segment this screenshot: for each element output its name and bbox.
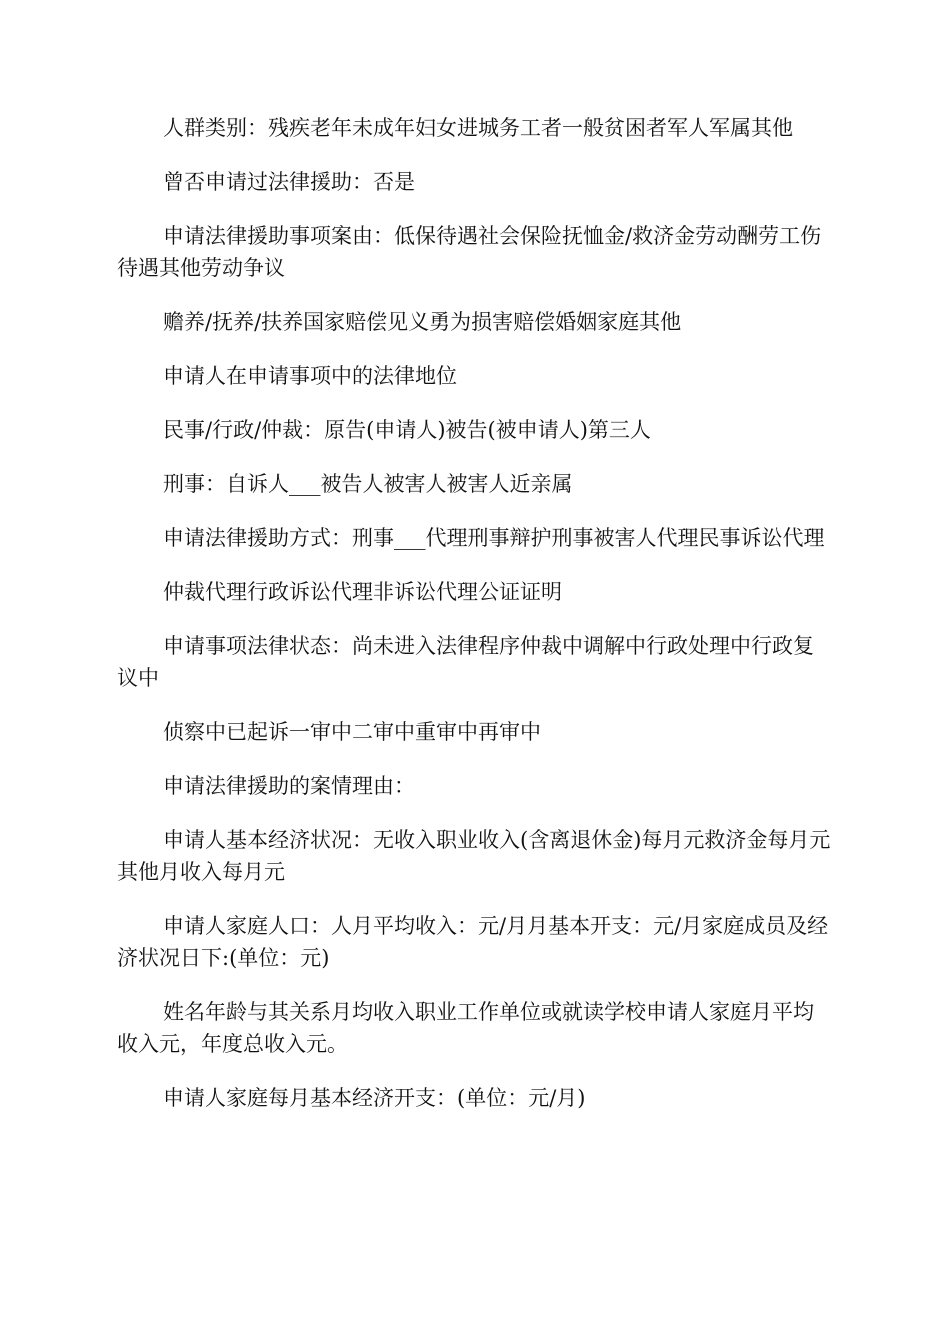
paragraph-aid-method-continued: 仲裁代理行政诉讼代理非诉讼代理公证证明 (163, 580, 562, 604)
paragraph-population-category: 人群类别：残疾老年未成年妇女进城务工者一般贫困者军人军属其他 (163, 116, 793, 140)
paragraph-case-cause: 申请法律援助事项案由：低保待遇社会保险抚恤金/救济金劳动酬劳工伤待遇其他劳动争议 (117, 224, 822, 280)
paragraph-civil-status: 民事/行政/仲裁：原告(申请人)被告(被申请人)第三人 (163, 418, 651, 442)
document-body (117, 112, 833, 1136)
paragraph-prior-application: 曾否申请过法律援助：否是 (163, 170, 415, 194)
paragraph-legal-status-heading: 申请人在申请事项中的法律地位 (163, 364, 457, 388)
paragraph-household: 申请人家庭人口：人月平均收入：元/月月基本开支：元/月家庭成员及经济状况日下:(单位：元) (117, 914, 829, 970)
paragraph-aid-method: 申请法律援助方式：刑事___代理刑事辩护刑事被害人代理民事诉讼代理 (163, 526, 825, 550)
paragraph-case-cause-continued: 赡养/抚养/扶养国家赔偿见义勇为损害赔偿婚姻家庭其他 (163, 310, 682, 334)
paragraph-household-members: 姓名年龄与其关系月均收入职业工作单位或就读学校申请人家庭月平均收入元，年度总收入元。 (117, 1000, 814, 1056)
paragraph-legal-state-continued: 侦察中已起诉一审中二审中重审中再审中 (163, 720, 541, 744)
paragraph-criminal-status: 刑事：自诉人___被告人被害人被害人近亲属 (163, 472, 573, 496)
paragraph-economic-status: 申请人基本经济状况：无收入职业收入(含离退休金)每月元救济金每月元其他月收入每月元 (117, 828, 831, 884)
paragraph-case-reason: 申请法律援助的案情理由： (163, 774, 415, 798)
paragraph-legal-state: 申请事项法律状态：尚未进入法律程序仲裁中调解中行政处理中行政复议中 (117, 634, 814, 690)
paragraph-monthly-expenses: 申请人家庭每月基本经济开支：(单位：元/月) (163, 1086, 586, 1110)
